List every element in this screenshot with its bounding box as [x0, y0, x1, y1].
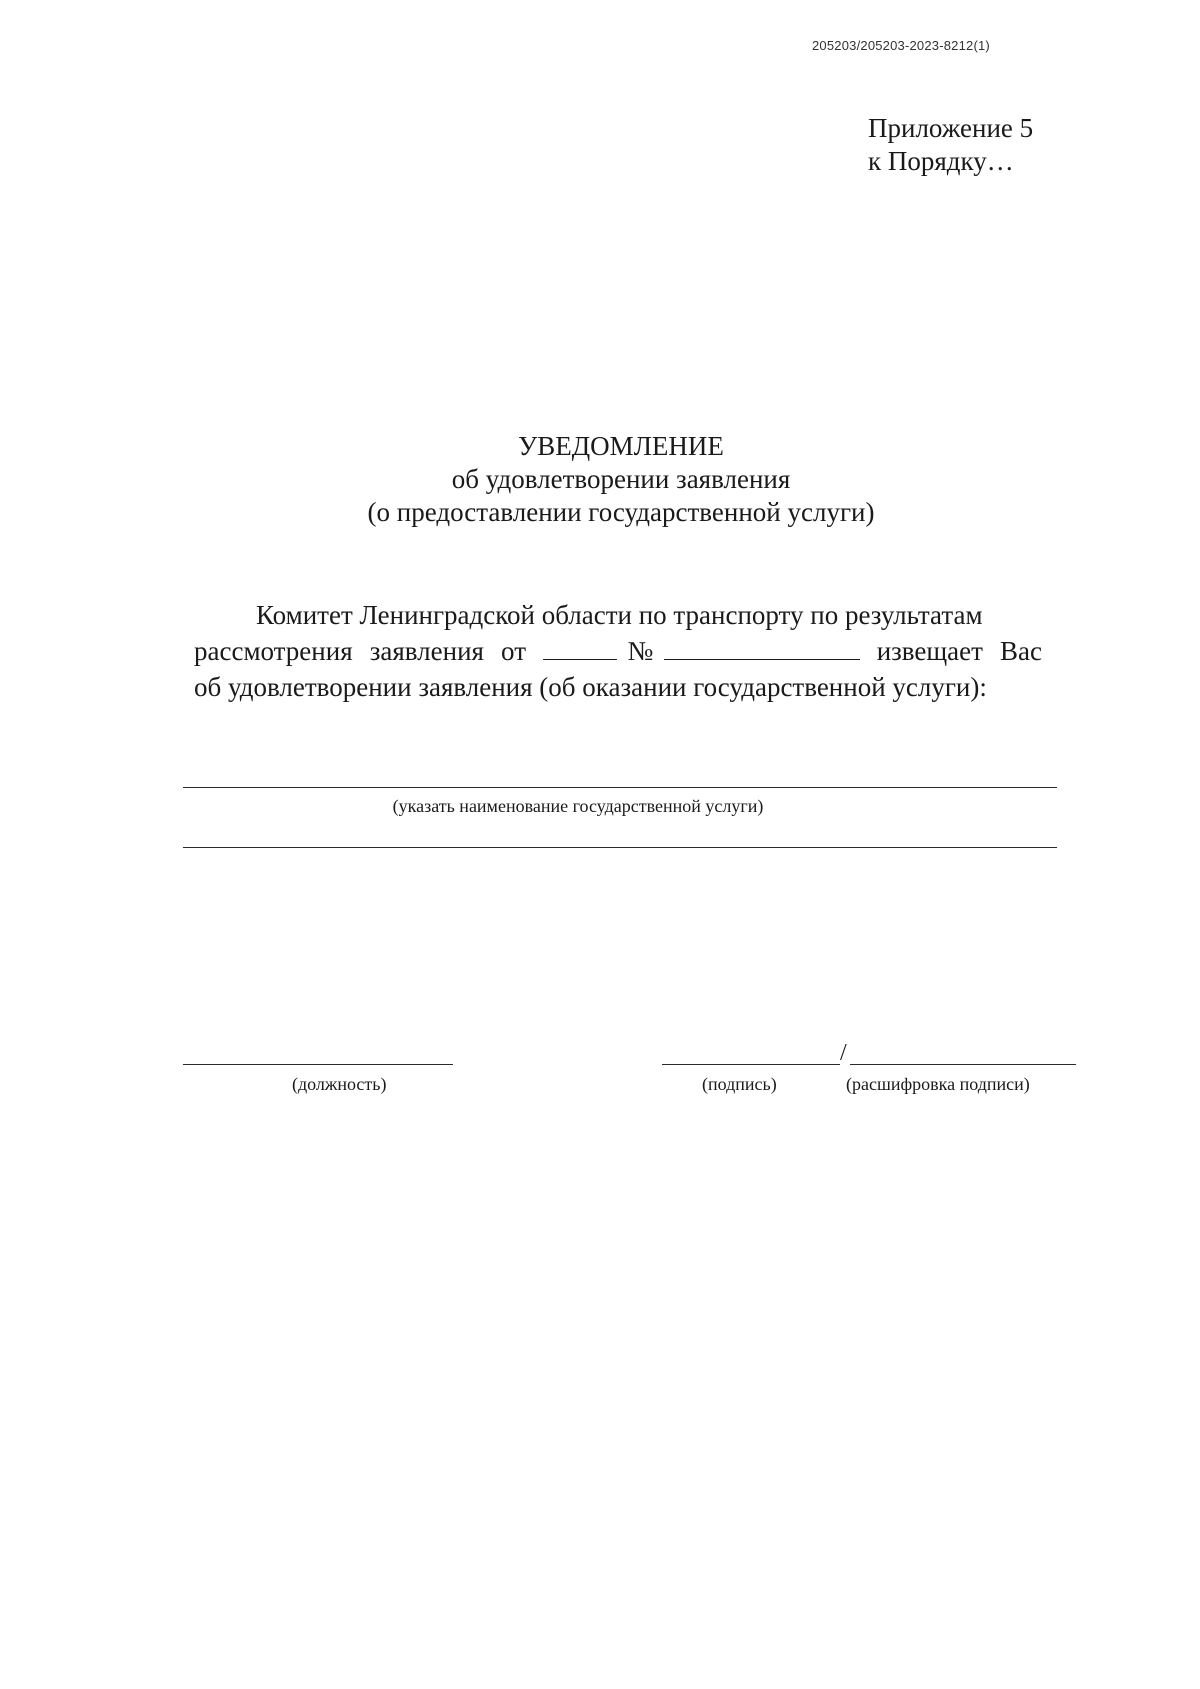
body-line-3: об удовлетворении заявления (об оказании государственной услуги): — [194, 672, 987, 702]
service-name-line — [183, 787, 1057, 788]
signature-separator: / — [840, 1040, 847, 1066]
number-sign: № — [617, 636, 664, 666]
appendix-line-1: Приложение 5 — [868, 113, 1034, 143]
appendix-line-2: к Порядку… — [868, 146, 1014, 176]
document-title — [0, 430, 1200, 529]
body-line-2-text-1: рассмотрения заявления от — [194, 636, 526, 666]
title-line-2: об удовлетворении заявления — [451, 464, 791, 494]
signature-line — [662, 1064, 840, 1065]
title-line-3: (о предоставлении государственной услуги) — [367, 497, 875, 527]
service-name-caption: (указать наименование государственной услуги) — [392, 796, 764, 816]
application-date-blank — [543, 633, 617, 660]
document-id: 205203/205203-2023-8212(1) — [812, 38, 990, 53]
application-number-blank — [664, 633, 860, 660]
service-name-line-2 — [183, 847, 1057, 848]
body-line-2 — [194, 633, 1042, 669]
signature-decoding-caption: (расшифровка подписи) — [846, 1074, 1030, 1094]
notification-body — [194, 597, 1042, 705]
position-line — [183, 1064, 453, 1065]
appendix-note — [868, 112, 1033, 178]
position-caption: (должность) — [292, 1074, 387, 1094]
signature-caption: (подпись) — [702, 1074, 777, 1094]
signature-decoding-line — [850, 1064, 1076, 1065]
body-line-1: Комитет Ленинградской области по транспорту по результатам — [256, 600, 983, 630]
body-line-2-text-2: извещает Вас — [876, 636, 1043, 666]
title-line-1: УВЕДОМЛЕНИЕ — [518, 431, 724, 461]
